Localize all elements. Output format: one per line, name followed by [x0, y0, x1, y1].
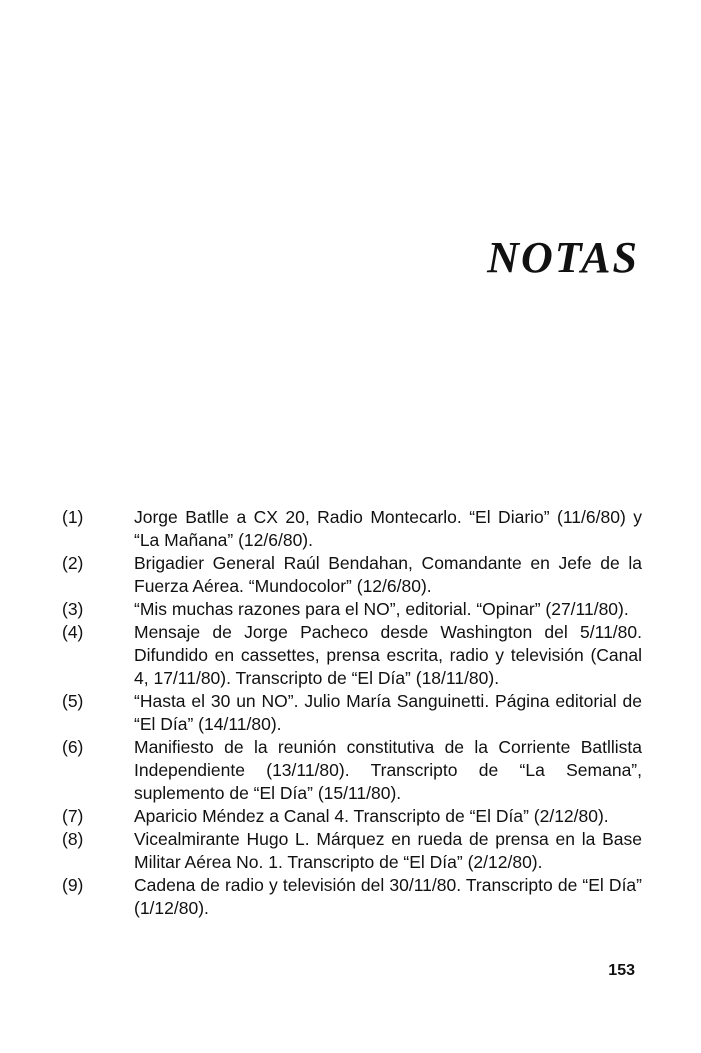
note-text: Brigadier General Raúl Bendahan, Comandante en Jefe de la Fuerza Aérea. “Mundocolor” (12/6/80). — [134, 553, 642, 596]
note-text: Cadena de radio y televisión del 30/11/80. Transcripto de “El Día” (1/12/80). — [134, 875, 642, 918]
page-title: NOTAS — [487, 233, 639, 282]
note-text: “Mis muchas razones para el NO”, editorial. “Opinar” (27/11/80). — [134, 599, 629, 619]
note-text: Jorge Batlle a CX 20, Radio Montecarlo. “El Diario” (11/6/80) y “La Mañana” (12/6/80). — [134, 507, 642, 550]
note-number: (2) — [62, 553, 84, 573]
note-number: (5) — [62, 691, 84, 711]
note-number: (6) — [62, 737, 84, 757]
note-text: “Hasta el 30 un NO”. Julio María Sanguinetti. Página editorial de “El Día” (14/11/80). — [134, 691, 642, 734]
note-text: Manifiesto de la reunión constitutiva de la Corriente Batllista Independiente (13/11/80). Transcripto de “La Semana”, suplemento de “El Día” (15/11/80). — [134, 737, 642, 803]
note-item — [62, 828, 642, 874]
note-item — [62, 805, 642, 828]
notes-list — [62, 506, 642, 920]
note-item — [62, 506, 642, 552]
note-number: (1) — [62, 507, 84, 527]
note-item — [62, 736, 642, 805]
note-number: (9) — [62, 875, 84, 895]
note-number: (4) — [62, 622, 84, 642]
note-item — [62, 621, 642, 690]
note-text: Mensaje de Jorge Pacheco desde Washington del 5/11/80. Difundido en cassettes, prensa escrita, radio y televisión (Canal 4, 17/11/80). Transcripto de “El Día” (18/11/80). — [134, 622, 642, 688]
page-number: 153 — [608, 962, 635, 979]
note-number: (7) — [62, 806, 84, 826]
note-item — [62, 552, 642, 598]
note-item — [62, 690, 642, 736]
note-item — [62, 874, 642, 920]
note-text: Vicealmirante Hugo L. Márquez en rueda de prensa en la Base Militar Aérea No. 1. Transcripto de “El Día” (2/12/80). — [134, 829, 642, 872]
note-number: (3) — [62, 599, 84, 619]
note-number: (8) — [62, 829, 84, 849]
note-text: Aparicio Méndez a Canal 4. Transcripto de “El Día” (2/12/80). — [134, 806, 609, 826]
note-item — [62, 598, 642, 621]
